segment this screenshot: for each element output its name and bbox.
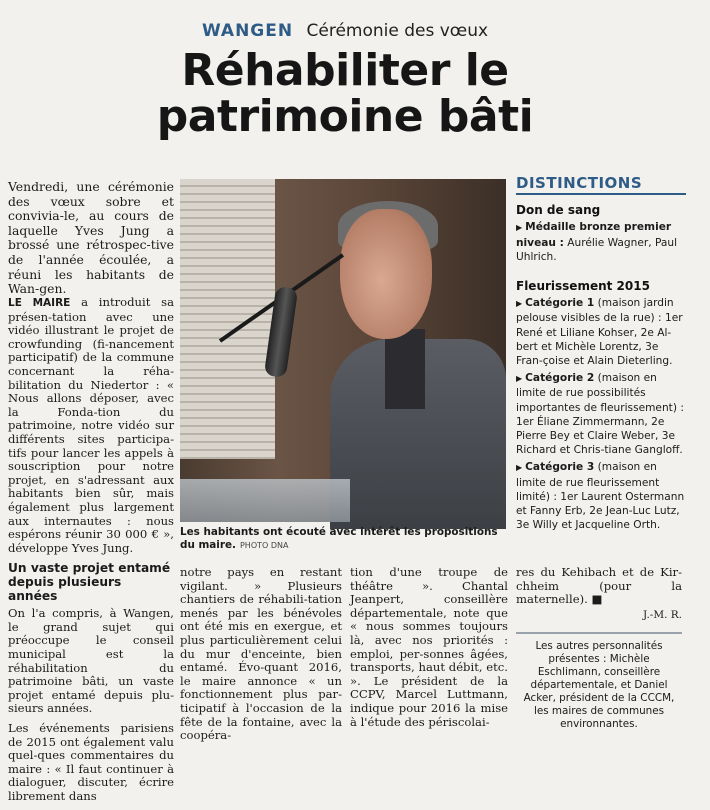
column-4 [516,566,682,731]
spacer [516,267,686,275]
caption-text: Les habitants ont écouté avec intérêt les propositions du maire. [180,526,498,551]
headline-line-1: Réhabiliter le [181,45,509,96]
photo-caption [180,526,506,552]
entry-medaille [516,220,686,264]
lead-paragraph [8,296,174,555]
triangle-bullet-icon: ▶ [516,463,523,473]
subheading: Un vaste projet entamé depuis plusieurs années [8,561,171,604]
entry-medaille-label: Médaille bronze premier niveau : [516,221,672,249]
triangle-bullet-icon: ▶ [516,374,523,384]
column-2 [180,566,342,749]
categorie-1-label: Catégorie 1 [525,297,595,310]
column-3-text: tion d'une troupe de théâtre ». Chantal Jeanpert, conseillère départementale, note que « nous sommes toujours là, avec nos priorités : emploi, per-sonnes âgées, transports, haut débit, etc. ». Le président de la CCPV, Marcel Luttmann, indique pour 2016 la mise à l'étude des périscolai- [350,565,508,729]
column-3 [350,566,508,735]
article-photo [180,179,506,522]
author-signature: J.-M. R. [643,608,682,621]
categorie-1-text: (maison jardin pelouse visibles de la rue) : 1er René et Liliane Kohser, 2e Al-bert et Michèle Lorentz, 3e Fran-çoise et Alain Dieterling. [516,297,683,368]
categorie-3-text: (maison en limite de rue fleurissement limité) : 1er Laurent Ostermann et Fanny Erb, 2e Jean-Luc Lutz, 3e Willy et Jacqueline Orth. [516,461,685,532]
photo-credit: PHOTO DNA [239,541,289,550]
paragraph-3: Les événements parisiens de 2015 ont également valu quel-ques commentaires du maire : « Il faut continuer à dialoguer, discuter, écrire librement dans [8,721,174,803]
location-label: WANGEN [201,21,294,41]
photo-lectern [180,479,350,522]
column-1 [8,296,174,810]
kicker-subtitle: Cérémonie des vœux [306,21,489,41]
entry-categorie-1 [516,296,686,368]
paragraph-2: On l'a compris, à Wangen, le grand sujet qui préoccupe le conseil municipal est la réhabilitation du patrimoine bâti, un vaste projet entamé depuis plu-sieurs années. [8,606,174,716]
categorie-2-text: (maison en limite de rue possibilités importantes de fleurissement) : 1er Éliane Zimmermann, 2e Pierre Bey et Claire Weber, 3e Richard et Chris-tiane Gangloff. [516,372,684,457]
distinctions-sidebar [516,174,686,535]
sidebar-title: DISTINCTIONS [516,174,686,195]
intro-text: Vendredi, une cérémonie des vœux sobre et convivia-le, au cours de laquelle Yves Jung a brossé une rétrospec-tive de l'année écoulée, a réuni les habitants de Wan-gen. [8,179,174,297]
intro-paragraph [8,180,174,303]
lead-text: a introduit sa présen-tation avec une vidéo illustrant le projet de crowfunding (fi-nancement participatif) de la commune concernant la réha-bilitation du Niedertor : « Nous allons déposer, avec la Fonda-tion du patrimoine, notre vidéo sur différents sites participa-tifs pour lancer les appels à souscription pour notre projet, en s'adressant aux habitants bien sûr, mais également plus largement aux internautes : nous espérons réunir 30 000 € », développe Yves Jung. [8,295,174,555]
triangle-bullet-icon: ▶ [516,299,523,309]
column-2-text: notre pays en restant vigilant. » Plusieurs chantiers de réhabili-tation menés par les bénévoles ont été mis en exergue, et plus particulièrement celui du mur d'enceinte, bien entamé. Évo-quant 2016, le maire annonce « un fonctionnement plus par-ticipatif à l'occasion de la fête de la fontaine, avec la coopéra- [180,565,342,743]
section-don-de-sang: Don de sang [516,203,601,218]
lead-in: LE MAIRE [8,297,71,309]
other-personalities: Les autres personnalités présentes : Michèle Eschlimann, conseillère départementale, et Daniel Acker, président de la CCCM, les maires de communes environnantes. [516,632,682,731]
photo-window-blinds [180,179,275,459]
headline [0,45,690,142]
photo-speaker-head [340,209,432,339]
triangle-bullet-icon: ▶ [516,223,523,233]
entry-categorie-2 [516,371,686,457]
categorie-3-label: Catégorie 3 [525,461,595,474]
entry-medaille-text: Aurélie Wagner, Paul Uhlrich. [516,236,678,263]
entry-categorie-3 [516,460,686,532]
article-kicker [0,20,690,42]
photo-speaker-shirt [385,329,425,409]
headline-line-2: patrimoine bâti [156,91,534,142]
column-4-text: res du Kehibach et de Kir-chheim (pour la maternelle). ■ [516,565,682,607]
section-fleurissement: Fleurissement 2015 [516,279,650,294]
categorie-2-label: Catégorie 2 [525,372,595,385]
